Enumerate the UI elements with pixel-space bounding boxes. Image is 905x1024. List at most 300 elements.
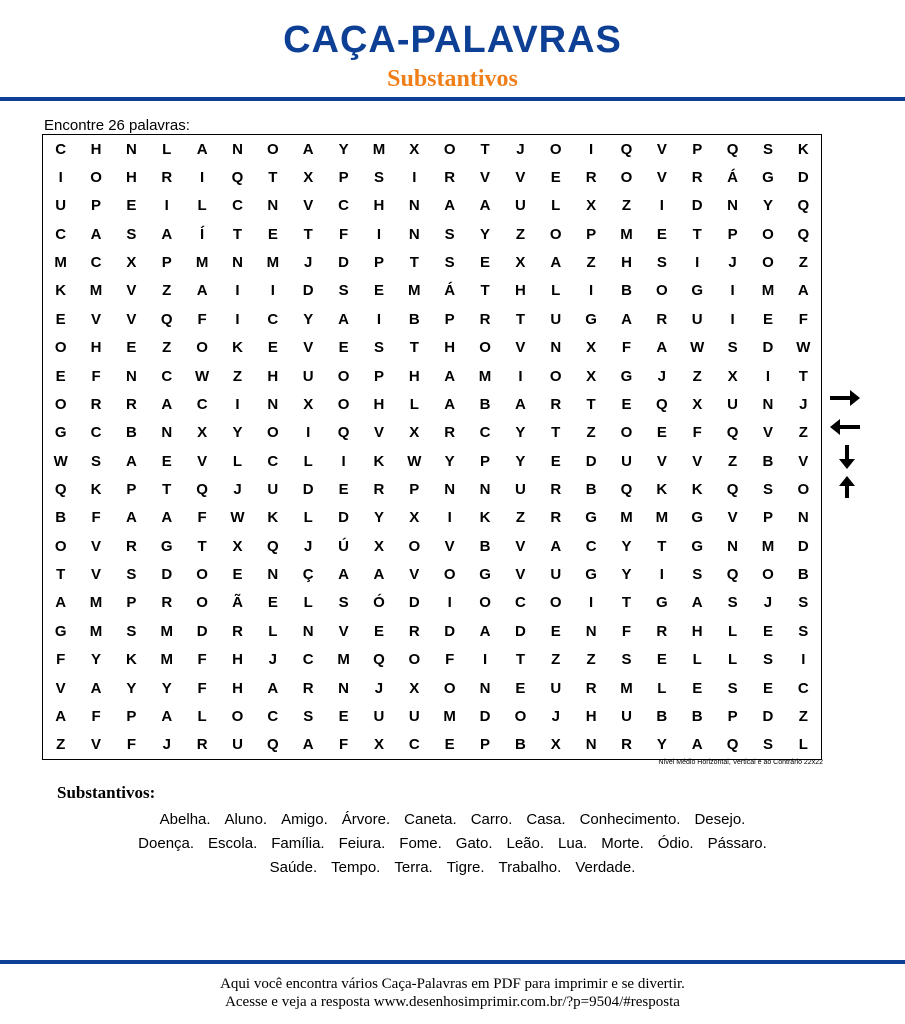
grid-cell[interactable]: C — [514, 594, 526, 612]
grid-cell[interactable]: L — [303, 452, 313, 470]
grid-cell[interactable]: A — [90, 679, 102, 697]
grid-cell[interactable]: V — [338, 622, 349, 640]
grid-cell[interactable]: H — [621, 254, 632, 272]
grid-cell[interactable]: U — [267, 481, 279, 499]
grid-cell[interactable]: B — [621, 282, 632, 300]
grid-cell[interactable]: V — [727, 509, 738, 527]
grid-cell[interactable]: T — [515, 310, 525, 328]
grid-cell[interactable]: V — [303, 197, 314, 215]
grid-cell[interactable]: I — [589, 594, 594, 612]
grid-cell[interactable]: N — [479, 679, 491, 697]
grid-cell[interactable]: K — [656, 481, 668, 499]
grid-cell[interactable]: L — [798, 736, 808, 754]
grid-cell[interactable]: A — [302, 140, 314, 158]
grid-cell[interactable]: A — [161, 395, 173, 413]
grid-cell[interactable]: O — [479, 594, 491, 612]
grid-cell[interactable]: R — [585, 169, 597, 187]
grid-cell[interactable]: U — [550, 310, 562, 328]
grid-cell[interactable]: D — [479, 707, 491, 725]
grid-cell[interactable]: P — [727, 225, 738, 243]
grid-cell[interactable]: N — [267, 395, 279, 413]
grid-cell[interactable]: Q — [267, 537, 279, 555]
grid-cell[interactable]: H — [232, 679, 243, 697]
grid-cell[interactable]: Z — [586, 424, 596, 442]
grid-cell[interactable]: A — [691, 594, 703, 612]
grid-cell[interactable]: V — [91, 310, 102, 328]
grid-cell[interactable]: E — [55, 367, 66, 385]
grid-cell[interactable]: H — [90, 140, 102, 158]
grid-cell[interactable]: K — [55, 282, 67, 300]
grid-cell[interactable]: M — [195, 254, 209, 272]
grid-cell[interactable]: O — [54, 339, 67, 357]
grid-cell[interactable]: F — [445, 651, 455, 669]
grid-cell[interactable]: A — [479, 197, 491, 215]
grid-cell[interactable]: F — [339, 736, 349, 754]
grid-cell[interactable]: X — [409, 140, 420, 158]
grid-cell[interactable]: F — [798, 310, 808, 328]
grid-cell[interactable]: Z — [232, 367, 243, 385]
grid-cell[interactable]: I — [482, 651, 488, 669]
grid-cell[interactable]: Z — [586, 651, 596, 669]
grid-cell[interactable]: G — [762, 169, 774, 187]
grid-cell[interactable]: E — [621, 395, 632, 413]
grid-cell[interactable]: O — [620, 169, 633, 187]
grid-cell[interactable]: Z — [162, 339, 172, 357]
grid-cell[interactable]: P — [480, 736, 491, 754]
grid-cell[interactable]: B — [585, 481, 597, 499]
grid-cell[interactable]: N — [727, 537, 738, 555]
grid-cell[interactable]: F — [621, 339, 632, 357]
grid-cell[interactable]: A — [444, 367, 456, 385]
grid-cell[interactable]: O — [549, 225, 562, 243]
grid-cell[interactable]: F — [339, 225, 349, 243]
grid-cell[interactable]: I — [341, 452, 346, 470]
grid-cell[interactable]: V — [126, 282, 137, 300]
grid-cell[interactable]: Q — [196, 481, 208, 499]
grid-cell[interactable]: S — [692, 566, 703, 584]
grid-cell[interactable]: G — [691, 509, 704, 527]
grid-cell[interactable]: Q — [373, 651, 385, 669]
grid-cell[interactable]: Q — [620, 140, 633, 158]
grid-cell[interactable]: L — [728, 651, 738, 669]
grid-cell[interactable]: T — [409, 339, 419, 357]
grid-cell[interactable]: C — [90, 254, 102, 272]
grid-cell[interactable]: F — [692, 424, 702, 442]
grid-cell[interactable]: J — [516, 140, 525, 158]
grid-cell[interactable]: N — [232, 254, 243, 272]
grid-cell[interactable]: Í — [200, 225, 205, 243]
grid-cell[interactable]: V — [515, 537, 526, 555]
grid-cell[interactable]: H — [408, 367, 420, 385]
grid-cell[interactable]: C — [797, 679, 809, 697]
grid-cell[interactable]: X — [409, 509, 420, 527]
grid-cell[interactable]: R — [90, 395, 102, 413]
grid-cell[interactable]: C — [55, 140, 67, 158]
grid-cell[interactable]: Y — [515, 424, 526, 442]
grid-cell[interactable]: V — [798, 452, 809, 470]
grid-cell[interactable]: K — [267, 509, 279, 527]
grid-cell[interactable]: L — [303, 594, 313, 612]
grid-cell[interactable]: C — [302, 651, 314, 669]
grid-cell[interactable]: L — [551, 282, 561, 300]
grid-cell[interactable]: Q — [726, 736, 739, 754]
grid-cell[interactable]: T — [586, 395, 596, 413]
grid-cell[interactable]: E — [373, 282, 384, 300]
grid-cell[interactable]: G — [479, 566, 491, 584]
grid-cell[interactable]: D — [161, 566, 173, 584]
grid-cell[interactable]: O — [762, 225, 774, 243]
grid-cell[interactable]: M — [443, 707, 456, 725]
grid-cell[interactable]: C — [55, 225, 67, 243]
grid-cell[interactable]: R — [161, 594, 173, 612]
grid-cell[interactable]: P — [126, 594, 137, 612]
grid-cell[interactable]: S — [444, 225, 455, 243]
grid-cell[interactable]: M — [372, 140, 386, 158]
grid-cell[interactable]: J — [763, 594, 773, 612]
grid-cell[interactable]: Á — [444, 282, 456, 300]
grid-cell[interactable]: K — [479, 509, 491, 527]
grid-cell[interactable]: W — [53, 452, 68, 470]
grid-cell[interactable]: G — [691, 282, 704, 300]
grid-cell[interactable]: Y — [91, 651, 102, 669]
grid-cell[interactable]: T — [480, 140, 490, 158]
grid-cell[interactable]: E — [550, 452, 561, 470]
grid-cell[interactable]: Y — [444, 452, 455, 470]
grid-cell[interactable]: C — [267, 452, 279, 470]
grid-cell[interactable]: Y — [126, 679, 137, 697]
grid-cell[interactable]: G — [585, 566, 597, 584]
grid-cell[interactable]: N — [408, 225, 420, 243]
grid-cell[interactable]: U — [514, 481, 526, 499]
grid-cell[interactable]: P — [373, 254, 384, 272]
grid-cell[interactable]: P — [586, 225, 597, 243]
grid-cell[interactable]: V — [91, 537, 102, 555]
grid-cell[interactable]: Q — [797, 197, 810, 215]
grid-cell[interactable]: S — [762, 736, 773, 754]
grid-cell[interactable]: H — [373, 197, 385, 215]
grid-cell[interactable]: N — [479, 481, 491, 499]
grid-cell[interactable]: R — [479, 310, 491, 328]
grid-cell[interactable]: R — [161, 169, 173, 187]
grid-cell[interactable]: O — [443, 679, 456, 697]
grid-cell[interactable]: Ã — [232, 594, 243, 612]
grid-cell[interactable]: U — [550, 566, 562, 584]
grid-cell[interactable]: A — [797, 282, 809, 300]
grid-cell[interactable]: G — [585, 310, 597, 328]
grid-cell[interactable]: F — [126, 736, 136, 754]
grid-cell[interactable]: L — [162, 140, 172, 158]
grid-cell[interactable]: I — [801, 651, 806, 669]
grid-cell[interactable]: R — [656, 310, 668, 328]
grid-cell[interactable]: Z — [551, 651, 561, 669]
grid-cell[interactable]: X — [409, 679, 420, 697]
grid-cell[interactable]: E — [55, 310, 66, 328]
grid-cell[interactable]: A — [656, 339, 668, 357]
grid-cell[interactable]: Q — [620, 481, 633, 499]
grid-cell[interactable]: M — [761, 282, 775, 300]
grid-cell[interactable]: I — [730, 310, 735, 328]
grid-cell[interactable]: N — [125, 367, 137, 385]
grid-cell[interactable]: N — [161, 424, 173, 442]
grid-cell[interactable]: M — [266, 254, 280, 272]
grid-cell[interactable]: A — [161, 509, 173, 527]
grid-cell[interactable]: I — [270, 282, 275, 300]
grid-cell[interactable]: A — [514, 395, 526, 413]
grid-cell[interactable]: J — [268, 651, 278, 669]
grid-cell[interactable]: N — [797, 509, 809, 527]
grid-cell[interactable]: S — [656, 254, 667, 272]
grid-cell[interactable]: V — [303, 339, 314, 357]
grid-cell[interactable]: V — [515, 566, 526, 584]
grid-cell[interactable]: I — [235, 282, 240, 300]
grid-cell[interactable]: Z — [515, 225, 525, 243]
grid-cell[interactable]: C — [408, 736, 420, 754]
grid-cell[interactable]: N — [125, 140, 137, 158]
grid-cell[interactable]: N — [302, 622, 314, 640]
grid-cell[interactable]: T — [551, 424, 561, 442]
grid-cell[interactable]: E — [444, 736, 455, 754]
grid-cell[interactable]: P — [692, 140, 703, 158]
grid-cell[interactable]: Z — [162, 282, 172, 300]
grid-cell[interactable]: O — [196, 339, 208, 357]
grid-cell[interactable]: O — [231, 707, 244, 725]
grid-cell[interactable]: D — [691, 197, 703, 215]
grid-cell[interactable]: J — [374, 679, 384, 697]
grid-cell[interactable]: O — [54, 537, 67, 555]
grid-cell[interactable]: B — [514, 736, 526, 754]
grid-cell[interactable]: Z — [515, 509, 525, 527]
grid-cell[interactable]: Y — [373, 509, 384, 527]
grid-cell[interactable]: O — [267, 424, 279, 442]
grid-cell[interactable]: A — [444, 395, 456, 413]
grid-cell[interactable]: K — [691, 481, 703, 499]
grid-cell[interactable]: R — [232, 622, 243, 640]
grid-cell[interactable]: O — [408, 537, 421, 555]
grid-cell[interactable]: T — [232, 225, 243, 243]
grid-cell[interactable]: V — [515, 339, 526, 357]
grid-cell[interactable]: T — [268, 169, 278, 187]
grid-cell[interactable]: I — [376, 310, 382, 328]
grid-cell[interactable]: Y — [480, 225, 491, 243]
grid-cell[interactable]: K — [373, 452, 385, 470]
grid-cell[interactable]: I — [412, 169, 417, 187]
grid-cell[interactable]: G — [585, 509, 597, 527]
grid-cell[interactable]: O — [549, 367, 562, 385]
grid-cell[interactable]: M — [620, 509, 633, 527]
grid-cell[interactable]: R — [585, 679, 597, 697]
grid-cell[interactable]: P — [373, 367, 384, 385]
grid-cell[interactable]: V — [373, 424, 384, 442]
grid-cell[interactable]: T — [409, 254, 419, 272]
grid-cell[interactable]: T — [657, 537, 667, 555]
grid-cell[interactable]: Z — [798, 424, 808, 442]
grid-cell[interactable]: P — [480, 452, 491, 470]
grid-cell[interactable]: V — [55, 679, 66, 697]
grid-cell[interactable]: O — [762, 566, 774, 584]
grid-cell[interactable]: A — [161, 707, 173, 725]
grid-cell[interactable]: H — [373, 395, 385, 413]
grid-cell[interactable]: N — [267, 566, 279, 584]
grid-cell[interactable]: H — [514, 282, 526, 300]
grid-cell[interactable]: U — [408, 707, 420, 725]
grid-cell[interactable]: A — [125, 509, 137, 527]
grid-cell[interactable]: V — [656, 169, 667, 187]
grid-cell[interactable]: S — [373, 169, 384, 187]
grid-cell[interactable]: N — [727, 197, 738, 215]
grid-cell[interactable]: P — [91, 197, 102, 215]
grid-cell[interactable]: U — [232, 736, 243, 754]
grid-cell[interactable]: S — [762, 140, 773, 158]
grid-cell[interactable]: V — [692, 452, 703, 470]
grid-cell[interactable]: A — [691, 736, 703, 754]
grid-cell[interactable]: M — [408, 282, 421, 300]
grid-cell[interactable]: B — [125, 424, 137, 442]
grid-cell[interactable]: H — [585, 707, 597, 725]
grid-cell[interactable]: N — [267, 197, 279, 215]
grid-cell[interactable]: S — [338, 594, 349, 612]
grid-cell[interactable]: S — [798, 594, 809, 612]
grid-cell[interactable]: Y — [232, 424, 243, 442]
grid-cell[interactable]: O — [54, 395, 67, 413]
grid-cell[interactable]: U — [727, 395, 738, 413]
grid-cell[interactable]: P — [727, 707, 738, 725]
grid-cell[interactable]: W — [796, 339, 811, 357]
grid-cell[interactable]: S — [762, 651, 773, 669]
grid-cell[interactable]: P — [161, 254, 172, 272]
grid-cell[interactable]: O — [656, 282, 668, 300]
grid-cell[interactable]: L — [303, 509, 313, 527]
grid-cell[interactable]: X — [303, 169, 314, 187]
grid-cell[interactable]: M — [337, 651, 350, 669]
grid-cell[interactable]: B — [797, 566, 809, 584]
grid-cell[interactable]: C — [267, 707, 279, 725]
grid-cell[interactable]: C — [90, 424, 102, 442]
grid-cell[interactable]: A — [621, 310, 632, 328]
grid-cell[interactable]: B — [762, 452, 774, 470]
grid-cell[interactable]: R — [550, 481, 562, 499]
grid-cell[interactable]: V — [409, 566, 420, 584]
grid-cell[interactable]: F — [197, 651, 207, 669]
grid-cell[interactable]: V — [91, 566, 102, 584]
grid-cell[interactable]: D — [196, 622, 208, 640]
grid-cell[interactable]: B — [479, 537, 491, 555]
grid-cell[interactable]: O — [443, 140, 456, 158]
grid-cell[interactable]: R — [373, 481, 385, 499]
grid-cell[interactable]: X — [586, 197, 597, 215]
grid-cell[interactable]: A — [302, 736, 314, 754]
grid-cell[interactable]: T — [162, 481, 172, 499]
grid-cell[interactable]: I — [589, 282, 594, 300]
grid-cell[interactable]: J — [162, 736, 171, 754]
grid-cell[interactable]: L — [551, 197, 561, 215]
grid-cell[interactable]: S — [126, 622, 137, 640]
grid-cell[interactable]: Q — [726, 424, 739, 442]
grid-cell[interactable]: E — [762, 310, 773, 328]
grid-cell[interactable]: U — [514, 197, 526, 215]
grid-cell[interactable]: Y — [762, 197, 773, 215]
grid-cell[interactable]: A — [550, 254, 562, 272]
grid-cell[interactable]: S — [303, 707, 314, 725]
grid-cell[interactable]: J — [799, 395, 808, 413]
grid-cell[interactable]: S — [91, 452, 102, 470]
grid-cell[interactable]: R — [550, 509, 562, 527]
grid-cell[interactable]: C — [232, 197, 243, 215]
grid-cell[interactable]: S — [762, 481, 773, 499]
grid-cell[interactable]: Á — [727, 169, 738, 187]
grid-cell[interactable]: E — [267, 339, 278, 357]
grid-cell[interactable]: O — [196, 594, 208, 612]
grid-cell[interactable]: P — [444, 310, 455, 328]
grid-cell[interactable]: X — [373, 537, 384, 555]
grid-cell[interactable]: D — [302, 481, 314, 499]
grid-cell[interactable]: N — [338, 679, 349, 697]
grid-cell[interactable]: U — [621, 707, 632, 725]
grid-cell[interactable]: R — [196, 736, 208, 754]
grid-cell[interactable]: P — [409, 481, 420, 499]
grid-cell[interactable]: S — [126, 225, 137, 243]
grid-cell[interactable]: O — [620, 424, 633, 442]
grid-cell[interactable]: Y — [621, 537, 632, 555]
grid-cell[interactable]: H — [90, 339, 102, 357]
grid-cell[interactable]: O — [443, 566, 456, 584]
grid-cell[interactable]: X — [409, 424, 420, 442]
grid-cell[interactable]: S — [621, 651, 632, 669]
grid-cell[interactable]: H — [125, 169, 137, 187]
grid-cell[interactable]: L — [657, 679, 667, 697]
grid-cell[interactable]: H — [267, 367, 279, 385]
grid-cell[interactable]: R — [656, 622, 668, 640]
grid-cell[interactable]: R — [302, 679, 314, 697]
grid-cell[interactable]: R — [408, 622, 420, 640]
grid-cell[interactable]: E — [161, 452, 172, 470]
grid-cell[interactable]: G — [54, 622, 67, 640]
grid-cell[interactable]: U — [621, 452, 632, 470]
grid-cell[interactable]: C — [479, 424, 491, 442]
grid-cell[interactable]: N — [444, 481, 456, 499]
grid-cell[interactable]: Y — [338, 140, 349, 158]
grid-cell[interactable]: U — [691, 310, 703, 328]
grid-cell[interactable]: Ó — [373, 594, 385, 612]
grid-cell[interactable]: M — [89, 594, 103, 612]
grid-cell[interactable]: F — [197, 679, 207, 697]
grid-cell[interactable]: C — [338, 197, 349, 215]
grid-cell[interactable]: N — [550, 339, 562, 357]
grid-cell[interactable]: S — [444, 254, 455, 272]
grid-cell[interactable]: L — [197, 197, 207, 215]
grid-cell[interactable]: E — [480, 254, 491, 272]
grid-cell[interactable]: A — [125, 452, 137, 470]
grid-cell[interactable]: D — [408, 594, 420, 612]
grid-cell[interactable]: V — [480, 169, 491, 187]
grid-cell[interactable]: A — [196, 140, 208, 158]
grid-cell[interactable]: R — [691, 169, 703, 187]
grid-cell[interactable]: R — [444, 424, 456, 442]
grid-cell[interactable]: L — [268, 622, 278, 640]
grid-cell[interactable]: Q — [726, 481, 739, 499]
grid-cell[interactable]: D — [302, 282, 314, 300]
grid-cell[interactable]: N — [585, 736, 597, 754]
grid-cell[interactable]: X — [515, 254, 526, 272]
grid-cell[interactable]: D — [585, 452, 597, 470]
grid-cell[interactable]: Z — [798, 254, 808, 272]
grid-cell[interactable]: I — [235, 310, 240, 328]
grid-cell[interactable]: X — [727, 367, 738, 385]
grid-cell[interactable]: E — [762, 679, 773, 697]
grid-cell[interactable]: A — [338, 310, 349, 328]
grid-cell[interactable]: M — [160, 651, 174, 669]
grid-cell[interactable]: J — [304, 254, 313, 272]
grid-cell[interactable]: V — [91, 736, 102, 754]
